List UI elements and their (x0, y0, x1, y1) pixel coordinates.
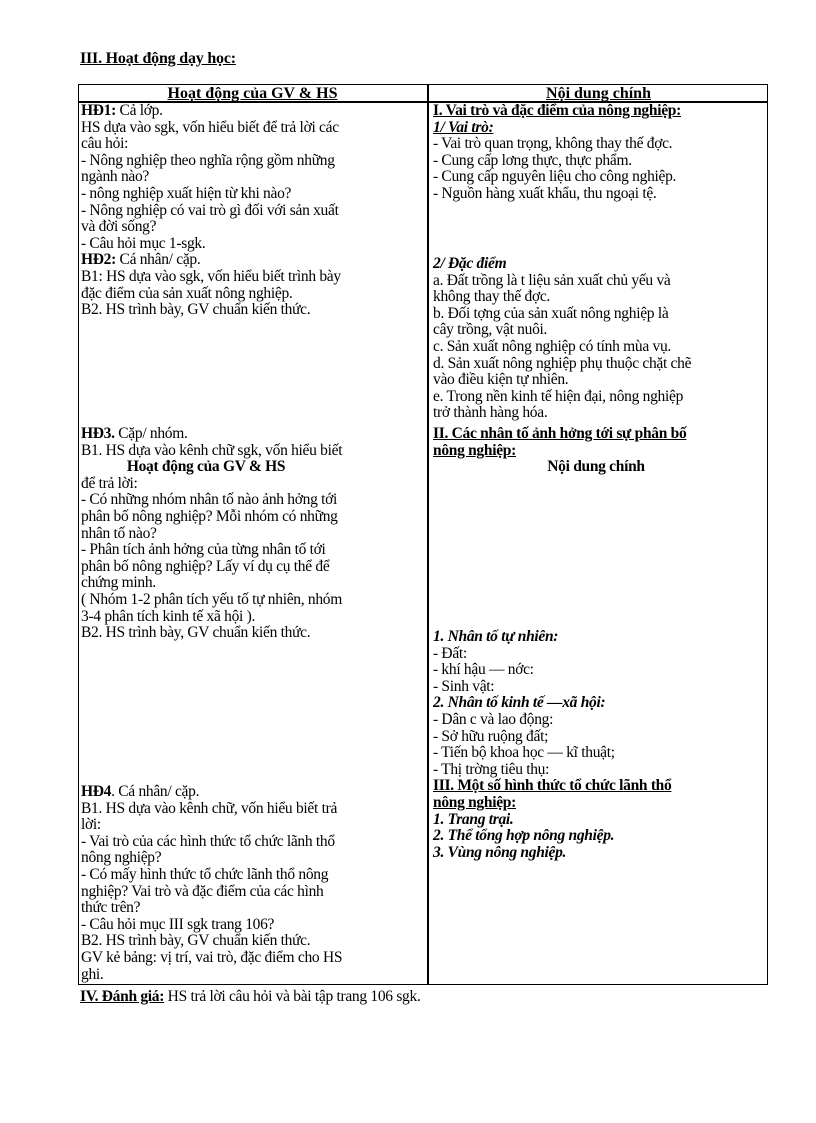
section-2-title-cont: nông nghiệp: (433, 441, 516, 459)
activity-4-label: HĐ4 (81, 783, 112, 800)
content-line: c. Sản xuất nông nghiệp có tính mùa vụ. (433, 337, 671, 355)
activity-line: thức trên? (81, 899, 141, 917)
activity-line: và đời sống? (81, 218, 157, 236)
activity-line: câu hỏi: (81, 135, 129, 153)
activity-line: - Vai trò của các hình thức tổ chức lãnh thổ (81, 832, 335, 850)
assessment-line (80, 988, 421, 1006)
activity-line: lời: (81, 816, 101, 834)
content-line: vào điều kiện tự nhiên. (433, 371, 569, 389)
content-line: trở thành hàng hóa. (433, 404, 548, 422)
socioeconomic-factors-title: 2. Nhân tố kinh tế —xã hội: (433, 694, 606, 712)
activity-2-label: HĐ2: (81, 251, 116, 269)
activity-line: nông nghiệp? (81, 849, 162, 867)
activity-line: - Nông nghiệp theo nghĩa rộng gồm những (81, 151, 335, 169)
activity-line: ngành nào? (81, 168, 150, 186)
content-features (433, 256, 765, 422)
activity-line: - Câu hỏi mục 1-sgk. (81, 234, 206, 252)
section-3-title: III. Một số hình thức tổ chức lãnh thổ (433, 777, 672, 795)
activity-line: B2. HS trình bày, GV chuẩn kiến thức. (81, 301, 311, 319)
content-line: - Sở hữu ruộng đất; (433, 727, 549, 745)
content-line: không thay thế đợc. (433, 288, 550, 306)
activity-line: 3-4 phân tích kinh tế xã hội ). (81, 607, 256, 625)
activity-line: HS dựa vào sgk, vốn hiểu biết để trả lời các (81, 118, 339, 136)
natural-factors-title: 1. Nhân tố tự nhiên: (433, 628, 559, 645)
activity-4-block: HĐ4. Cá nhân/ cặp. B1. HS dựa vào kênh chữ, vốn hiểu biết trả lời: - Vai trò của các hình thức tổ chức lãnh thổ nông nghiệp? - Có mấy hình thức tổ chức lãnh thổ nông nghiệp? Vai trò và đặc điểm của các hình thức trên? - Câu hỏi mục III sgk trang 106? B2. HS trình bày, GV chuẩn kiến thức. GV kẻ bảng: vị trí, vai trò, đặc điểm cho HS ghi. (81, 784, 423, 983)
role-subtitle: 1/ Vai trò: (433, 118, 494, 136)
activity-line: ( Nhóm 1-2 phân tích yếu tố tự nhiên, nhóm (81, 590, 342, 608)
repeated-right-header: Nội dung chính (547, 458, 645, 476)
content-line: d. Sản xuất nông nghiệp phụ thuộc chặt chẽ (433, 354, 692, 372)
activity-1-block: HĐ1: Cả lớp. HS dựa vào sgk, vốn hiểu biết để trả lời các câu hỏi: - Nông nghiệp theo nghĩa rộng gồm những ngành nào? - nông nghiệp xuất hiện từ khi nào? - Nông nghiệp có vai trò gì đối với sản xuất và đời sống? - Câu hỏi mục 1-sgk. HĐ2: Cá nhân/ cặp. B1: HS dựa vào sgk, vốn hiểu biết trình bày đặc điểm của sản xuất nông nghiệp. B2. HS trình bày, GV chuẩn kiến thức. (81, 103, 423, 319)
activity-line: - Phân tích ảnh hởng của từng nhân tố tới (81, 541, 326, 559)
left-column-header: Hoạt động của GV & HS (167, 85, 338, 101)
content-line: b. Đối tợng của sản xuất nông nghiệp là (433, 304, 669, 322)
assessment-label: IV. Đánh giá: (80, 988, 165, 1005)
activity-1-label: HĐ1: (81, 102, 116, 119)
activity-line: chứng minh. (81, 574, 156, 592)
activity-line: B2. HS trình bày, GV chuẩn kiến thức. (81, 624, 311, 642)
activity-line: - Nông nghiệp có vai trò gì đối với sản xuất (81, 201, 339, 219)
content-line: a. Đất trồng là t liệu sản xuất chủ yếu và (433, 271, 671, 289)
activity-line: B2. HS trình bày, GV chuẩn kiến thức. (81, 932, 311, 950)
content-line: - Cung cấp nguyên liệu cho công nghiệp. (433, 168, 677, 186)
activity-line: B1. HS dựa vào kênh chữ sgk, vốn hiểu biết (81, 441, 343, 459)
section-3-title-cont: nông nghiệp: (433, 793, 516, 811)
content-line: - Tiến bộ khoa học — kĩ thuật; (433, 744, 615, 762)
column-divider (427, 84, 429, 985)
activity-line: - Câu hỏi mục III sgk trang 106? (81, 915, 275, 933)
content-section-1 (433, 103, 765, 203)
form-item: 2. Thể tổng hợp nông nghiệp. (433, 827, 615, 845)
content-line: e. Trong nền kinh tế hiện đại, nông nghiệp (433, 387, 684, 405)
activity-line: - Có mấy hình thức tổ chức lãnh thổ nông (81, 865, 329, 883)
content-line: - Thị trờng tiêu thụ: (433, 760, 550, 778)
form-item: 3. Vùng nông nghiệp. (433, 843, 567, 861)
activity-line: đặc điểm của sản xuất nông nghiệp. (81, 284, 293, 302)
activity-line: GV kẻ bảng: vị trí, vai trò, đặc điểm cho HS (81, 948, 343, 966)
content-line: - khí hậu — nớc: (433, 661, 534, 679)
activity-line: để trả lời: (81, 474, 138, 492)
content-line: - Cung cấp lơng thực, thực phẩm. (433, 151, 632, 169)
content-line: - Sinh vật: (433, 677, 495, 695)
activity-line: - Có những nhóm nhân tố nào ảnh hởng tới (81, 491, 338, 509)
form-item: 1. Trang trại. (433, 810, 514, 828)
right-column-header: Nội dung chính (546, 85, 651, 101)
repeated-left-header: Hoạt động của GV & HS (126, 458, 286, 476)
activity-line: - nông nghiệp xuất hiện từ khi nào? (81, 184, 292, 202)
content-line: - Dân c và lao động: (433, 710, 554, 728)
activity-line: nhân tố nào? (81, 524, 157, 542)
activity-line: phân bố nông nghiệp? Lấy ví dụ cụ thể để (81, 557, 330, 575)
activity-line: B1: HS dựa vào sgk, vốn hiểu biết trình bày (81, 267, 341, 285)
content-factors (433, 629, 765, 861)
content-section-2 (433, 426, 765, 476)
assessment-text: HS trả lời câu hỏi và bài tập trang 106 sgk. (164, 988, 421, 1005)
activity-line: phân bố nông nghiệp? Mỗi nhóm có những (81, 507, 338, 525)
content-line: cây trồng, vật nuôi. (433, 321, 548, 339)
activity-3-label: HĐ3. (81, 425, 115, 442)
activity-line: B1. HS dựa vào kênh chữ, vốn hiểu biết trả (81, 799, 338, 817)
section-title: III. Hoạt động dạy học: (80, 50, 236, 67)
content-line: - Vai trò quan trọng, không thay thế đợc. (433, 135, 673, 153)
content-line: - Đất: (433, 644, 467, 662)
activity-3-block: HĐ3. Cặp/ nhóm. B1. HS dựa vào kênh chữ sgk, vốn hiểu biết Hoạt động của GV & HS để trả lời: - Có những nhóm nhân tố nào ảnh hởng tới phân bố nông nghiệp? Mỗi nhóm có những nhân tố nào? - Phân tích ảnh hởng của từng nhân tố tới phân bố nông nghiệp? Lấy ví dụ cụ thể để chứng minh. ( Nhóm 1-2 phân tích yếu tố tự nhiên, nhóm 3-4 phân tích kinh tế xã hội ). B2. HS trình bày, GV chuẩn kiến thức. (81, 426, 423, 642)
content-line: - Nguồn hàng xuất khẩu, thu ngoại tệ. (433, 184, 657, 202)
section-1-title: I. Vai trò và đặc điểm của nông nghiệp: (433, 102, 681, 119)
section-2-title: II. Các nhân tố ảnh hởng tới sự phân bố (433, 425, 687, 442)
activity-line: nghiệp? Vai trò và đặc điểm của các hình (81, 882, 324, 900)
features-subtitle: 2/ Đặc điểm (433, 255, 507, 272)
activity-line: ghi. (81, 965, 104, 983)
